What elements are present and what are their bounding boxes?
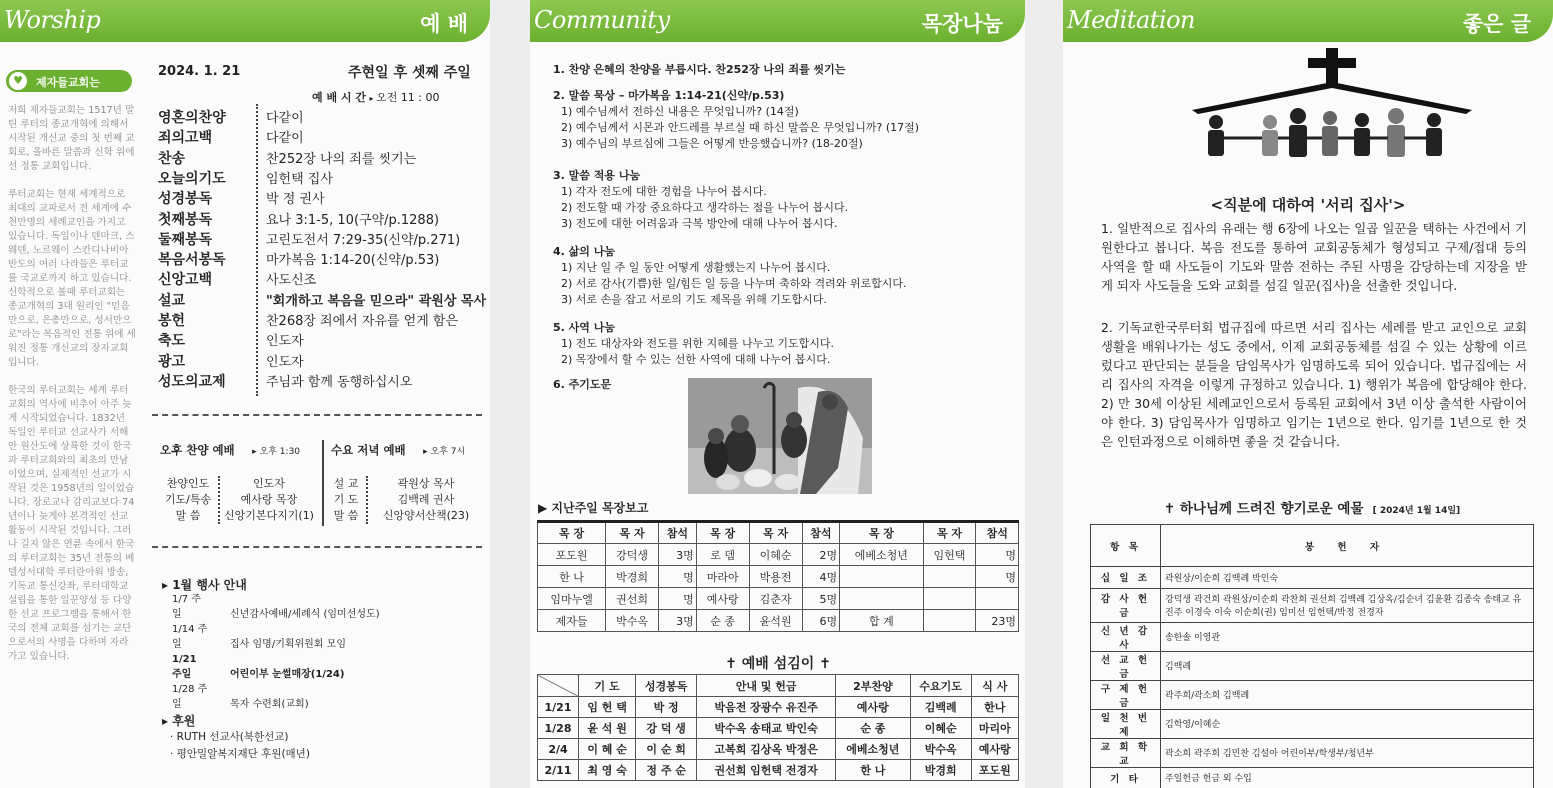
event-desc: 어린이부 눈썰매장(1/24) <box>230 669 345 680</box>
offering-row <box>1091 622 1534 651</box>
report-header-cell: 목 장 <box>538 522 606 544</box>
order-label: 성도의교제 <box>158 373 226 390</box>
service-time-value: 오전 11 : 00 <box>376 91 440 104</box>
section-item: 1) 전도 대상자와 전도를 위한 지혜를 나누고 기도합시다. <box>561 337 835 350</box>
service-date: 2024. 1. 21 <box>158 64 241 79</box>
serve-cell: 한나 <box>971 697 1018 718</box>
dotted-divider <box>218 476 220 524</box>
offering-heading <box>1090 497 1534 517</box>
serve-cell: 강 덕 생 <box>636 718 697 739</box>
header-korean: 목장나눔 <box>921 12 1003 36</box>
role-label: 말 씀 <box>333 509 359 522</box>
worship-header <box>0 0 490 42</box>
order-value: 주님과 함께 동행하십시오 <box>266 374 413 390</box>
events-heading: ▸ 1월 행사 안내 <box>162 578 247 592</box>
serve-cell: 김백례 <box>910 697 971 718</box>
report-cell: 4명 <box>802 566 840 588</box>
report-cell: 포도원 <box>538 544 606 566</box>
report-cell <box>923 566 976 588</box>
offering-header-cell: 봉 헌 자 <box>1161 525 1534 567</box>
order-label: 죄의고백 <box>158 130 213 147</box>
offering-category: 신 년 감 사 <box>1091 622 1161 651</box>
offering-names: 송한솔 이영관 <box>1161 622 1534 651</box>
section-title: 6. 주기도문 <box>553 378 612 391</box>
wednesday-roles <box>331 476 491 524</box>
order-value: 찬252장 나의 죄를 씻기는 <box>266 151 417 167</box>
serve-header-cell: 수요기도 <box>910 675 971 697</box>
report-header-cell: 목 자 <box>606 522 659 544</box>
report-cell: 에베소청년 <box>840 544 923 566</box>
report-header-row <box>538 522 1019 544</box>
serve-body <box>538 697 1019 781</box>
offering-category: 선 교 헌 금 <box>1091 651 1161 680</box>
report-cell: 이혜순 <box>749 544 802 566</box>
serve-header-cell: 성경봉독 <box>636 675 697 697</box>
meditation-title: <직분에 대하여 '서리 집사'> <box>1210 196 1406 214</box>
serve-cell: 이 순 희 <box>636 739 697 760</box>
event-date: 1/28 주일 <box>172 684 208 710</box>
report-cell: 권선희 <box>606 588 659 610</box>
order-value: 인도자 <box>266 354 304 370</box>
event-desc: 집사 임명/기획위원회 모임 <box>230 639 346 650</box>
meditation-paragraph: 1. 일반적으로 집사의 유래는 행 6장에 나오는 일곱 일꾼을 택하는 사건에서 기원한다고 봅니다. 복음 전도를 통하여 교회공동체가 형성되고 구제/접대 등의 사역을 할 때 사도들이 기도와 말씀 전하는 주된 사명을 감당하는데 지장을 받게 되자 사도들을 도와 교회를 섬길 일꾼(집사)을 선출한 것입니다. <box>1101 221 1527 293</box>
role-label: 말 씀 <box>175 509 201 522</box>
order-label: 둘째봉독 <box>158 231 213 248</box>
serve-cell: 예사랑 <box>971 739 1018 760</box>
serve-row <box>538 760 1019 781</box>
report-cell: 박수옥 <box>606 610 659 632</box>
report-row <box>538 566 1019 588</box>
order-value: 고린도전서 7:29-35(신약/p.271) <box>266 232 461 248</box>
offering-row <box>1091 567 1534 589</box>
community-header <box>530 0 1025 42</box>
report-row <box>538 544 1019 566</box>
support-title: 후원 <box>172 714 196 728</box>
serve-cell: 한 나 <box>836 760 911 781</box>
section-title: 2. 말씀 묵상 – 마가복음 1:14-21(신약/p.53) <box>553 89 785 102</box>
report-header-cell: 목 자 <box>749 522 802 544</box>
role-value: 곽원상 목사 <box>397 477 455 490</box>
intro-paragraph: 저희 제자들교회는 1517년 말틴 루터의 종교개혁에 의해서 시작된 개신교 중의 첫 번째 교회로, 올바른 말씀과 신학 위에 선 정통 교회입니다. <box>8 105 135 172</box>
header-english: Community <box>534 6 670 34</box>
report-cell: 합 계 <box>840 610 923 632</box>
section-item: 2) 예수님께서 시몬과 안드레를 부르실 때 하신 말씀은 무엇입니까? (17절) <box>561 121 920 134</box>
afternoon-service <box>160 442 300 460</box>
order-value: "회개하고 복음을 믿으라" 곽원상 목사 <box>266 293 487 309</box>
order-value: 요나 3:1-5, 10(구약/p.1288) <box>266 212 440 228</box>
section-4 <box>553 244 906 308</box>
offering-row <box>1091 588 1534 622</box>
report-cell: 윤석원 <box>749 610 802 632</box>
service-time <box>312 89 440 105</box>
serve-cell: 박경희 <box>910 760 971 781</box>
offering-row <box>1091 651 1534 680</box>
report-cell: 제자들 <box>538 610 606 632</box>
report-cell: 임헌택 <box>923 544 976 566</box>
report-cell: 김춘자 <box>749 588 802 610</box>
section-item: 2) 서로 감사(기쁨)한 일/힘든 일 등을 나누며 축하와 격려와 위로합시다. <box>561 277 907 290</box>
order-label: 찬송 <box>158 150 186 167</box>
serve-header-cell: 기 도 <box>579 675 636 697</box>
church-badge <box>6 70 132 92</box>
cross-icon: ✝ <box>1163 501 1180 517</box>
church-badge-label: 제자들교회는 <box>36 76 100 89</box>
serve-cell: 박 정 <box>636 697 697 718</box>
report-cell: 5명 <box>802 588 840 610</box>
order-label: 오늘의기도 <box>158 170 226 187</box>
event-row <box>160 652 380 682</box>
serve-cell: 1/21 <box>538 697 579 718</box>
order-label: 첫째봉독 <box>158 211 213 228</box>
offering-names: 강덕생 곽건희 곽원상/이순희 곽찬희 권선희 김백례 김상옥/김순녀 김윤환 김종숙 송태교 유진주 이경숙 이숙 이순희(권) 임미선 임헌택/박정 전경자 <box>1161 588 1534 622</box>
section-item: 1) 각자 전도에 대한 경험을 나누어 봅시다. <box>561 185 767 198</box>
serve-cell: 박수옥 <box>910 739 971 760</box>
order-label: 광고 <box>158 353 186 370</box>
header-english: Worship <box>4 6 101 34</box>
report-header-cell: 목 장 <box>840 522 923 544</box>
column-divider <box>322 440 324 526</box>
offering-names: 김백례 <box>1161 651 1534 680</box>
wednesday-time: ▸ 오후 7시 <box>423 447 466 457</box>
offering-category: 기 타 <box>1091 767 1161 788</box>
report-row <box>538 610 1019 632</box>
event-desc: 목자 수련회(교회) <box>230 699 309 710</box>
wednesday-title: 수요 저녁 예배 <box>331 443 406 457</box>
serve-cell: 2/4 <box>538 739 579 760</box>
serve-cell: 권선희 임헌택 전경자 <box>697 760 836 781</box>
service-time-label: 예 배 시 간 <box>312 91 366 104</box>
order-label: 성경봉독 <box>158 191 213 208</box>
serve-header-cell: 2부찬양 <box>836 675 911 697</box>
role-value: 신앙양서산책(23) <box>382 509 470 522</box>
serve-cell: 에베소청년 <box>836 739 911 760</box>
meditation-paragraph: 2. 기독교한국루터회 법규집에 따르면 서리 집사는 세례를 받고 교인으로 교회 생활을 배워나가는 성도 중에서, 이제 교회공동체를 섬길 수 있는 상황에 이르렀다고 판단되는 분들을 담임목사가 임명하도록 되어 있습니다. 법규집에는 서리 집사의 자격을 이렇게 규정하고 있습니다. 1) 행위가 복음에 합당해야 한다. 2) 만 30세 이상된 세례교인으로서 등록된 교회에서 3년 이상 출석한 사람이어야 한다. 3) 담임목사가 임명하고 임기는 1년으로 한다. 임기를 1년으로 한 것은 인턴과정으로 이해하면 좋을 것 같습니다. <box>1101 320 1527 449</box>
serve-header-cell <box>538 675 579 697</box>
event-row <box>160 622 380 652</box>
report-cell: 강덕생 <box>606 544 659 566</box>
role-value: 김백례 권사 <box>397 493 455 506</box>
section-text: 은혜의 찬양을 부릅시다. 찬252장 나의 죄를 씻기는 <box>593 63 846 76</box>
serve-cell: 포도원 <box>971 760 1018 781</box>
report-cell: 명 <box>659 588 697 610</box>
order-label: 복음서봉독 <box>158 252 226 269</box>
dashed-divider <box>152 546 482 548</box>
order-divider <box>256 104 258 396</box>
offering-category: 감 사 헌 금 <box>1091 588 1161 622</box>
arrow-icon: ▸ <box>369 94 377 103</box>
wednesday-service <box>331 442 465 460</box>
serve-cell: 최 영 숙 <box>579 760 636 781</box>
role-label: 설 교 <box>333 477 359 490</box>
order-value: 박 정 권사 <box>266 192 325 208</box>
report-table <box>537 520 1019 632</box>
section-title: 1. 찬양 <box>553 63 590 76</box>
offering-date: [ 2024년 1월 14일] <box>1372 506 1461 516</box>
report-cell <box>840 566 923 588</box>
dashed-divider <box>152 414 482 416</box>
church-intro <box>8 104 136 678</box>
order-value: 임헌택 집사 <box>266 171 333 187</box>
intro-paragraph: 한국의 루터교회는 세계 루터 교회의 역사에 비추어 아주 늦게 시작되었습니다. 1832년 독일인 루터교 선교사가 서해안 원산도에 상륙한 것이 한국과 루터교회와의 최초의 만남이었으며, 실제적인 선교가 시작된 것은 1958년의 일이었습니다. 장로교나 감리교보다 74년이나 늦게야 본격적인 선교 활동이 시작된 것입니다. 그러나 길지 않은 연륜 속에서 한국의 루터교회는 35년 전통의 베델성서대학 루터란아워 방송, 기독교 통신강좌, 루터대학교 설립을 통한 일꾼양성 등 다양한 선교 프로그램을 통해서 한국의 전체 교회를 섬기는 교단으로서의 사명을 다하며 자라가고 있습니다. <box>8 385 135 662</box>
serve-row <box>538 718 1019 739</box>
serve-row <box>538 697 1019 718</box>
role-label: 기도/특송 <box>164 493 212 506</box>
offering-names: 곽주희/곽소희 김백례 <box>1161 680 1534 709</box>
header-korean: 좋은 글 <box>1462 12 1531 36</box>
serve-cell: 임 헌 택 <box>579 697 636 718</box>
section-3 <box>553 168 848 232</box>
shepherd-illustration <box>688 378 872 494</box>
support-list <box>170 729 310 763</box>
offering-row <box>1091 738 1534 767</box>
header-english: Meditation <box>1067 6 1195 34</box>
order-label: 설교 <box>158 292 186 309</box>
report-cell: 예사랑 <box>696 588 749 610</box>
event-row <box>160 592 380 622</box>
section-item: 3) 예수님의 부르심에 그들은 어떻게 반응했습니까? (18-20절) <box>561 137 863 150</box>
serve-cell: 1/28 <box>538 718 579 739</box>
report-header-cell: 목 장 <box>696 522 749 544</box>
report-header-cell: 참석 <box>659 522 697 544</box>
report-cell: 순 종 <box>696 610 749 632</box>
serve-header-row <box>538 675 1019 697</box>
offering-body <box>1091 567 1534 788</box>
report-body <box>538 544 1019 632</box>
event-date: 1/21 주일 <box>172 654 197 680</box>
serve-cell: 마리아 <box>971 718 1018 739</box>
church-family-illustration <box>1186 46 1476 162</box>
offering-header-cell: 항 목 <box>1091 525 1161 567</box>
afternoon-time: ▸ 오후 1:30 <box>252 447 301 457</box>
section-title: 5. 사역 나눔 <box>553 321 615 334</box>
meditation-header <box>1063 0 1553 42</box>
order-label: 영혼의찬양 <box>158 110 226 126</box>
support-heading: ▸ 후원 <box>162 714 196 728</box>
offering-row <box>1091 767 1534 788</box>
section-5 <box>553 320 834 368</box>
offering-table <box>1090 524 1534 788</box>
section-6 <box>553 377 611 393</box>
offering-names: 곽소희 곽주희 김민찬 김설아 어린이부/학생부/청년부 <box>1161 738 1534 767</box>
page-gap <box>490 0 530 788</box>
report-header-cell: 참석 <box>802 522 840 544</box>
order-label: 봉헌 <box>158 313 186 329</box>
report-cell <box>923 588 976 610</box>
order-value: 다같이 <box>266 131 304 147</box>
serve-header-cell: 식 사 <box>971 675 1018 697</box>
section-item: 3) 전도에 대한 어려움과 극복 방안에 대해 나누어 봅시다. <box>561 217 838 230</box>
report-cell: 한 나 <box>538 566 606 588</box>
serve-title: 예배 섬김이 <box>741 656 815 672</box>
report-cell: 명 <box>976 544 1019 566</box>
support-item: · 평안밀알복지재단 후원(매년) <box>170 748 310 760</box>
support-item: · RUTH 선교사(북한선교) <box>170 731 289 743</box>
order-label: 축도 <box>158 333 186 350</box>
role-label: 찬양인도 <box>166 477 210 490</box>
offering-names: 김학영/이혜순 <box>1161 709 1534 738</box>
offering-title: 하나님께 드려진 향기로운 예물 <box>1179 501 1364 517</box>
afternoon-time-value: 오후 1:30 <box>259 447 301 457</box>
section-title: 3. 말씀 적용 나눔 <box>553 169 641 182</box>
report-cell: 로 뎀 <box>696 544 749 566</box>
order-value: 찬268장 죄에서 자유를 얻게 함은 <box>266 314 459 329</box>
report-cell: 23명 <box>976 610 1019 632</box>
serve-cell: 순 종 <box>836 718 911 739</box>
report-cell: 3명 <box>659 544 697 566</box>
section-item: 2) 목장에서 할 수 있는 선한 사역에 대해 나누어 봅시다. <box>561 353 831 366</box>
afternoon-roles <box>163 476 325 524</box>
serve-cell: 박수옥 송태교 박인숙 <box>697 718 836 739</box>
section-item: 2) 전도할 때 가장 중요하다고 생각하는 점을 나누어 봅시다. <box>561 201 849 214</box>
serve-cell: 윤 석 원 <box>579 718 636 739</box>
order-value: 다같이 <box>266 111 304 126</box>
section-2 <box>553 88 919 152</box>
event-date: 1/14 주일 <box>172 624 208 650</box>
report-cell: 명 <box>659 566 697 588</box>
report-cell <box>976 588 1019 610</box>
report-cell <box>923 610 976 632</box>
offering-names: 곽원상/이순희 김백례 박인숙 <box>1161 567 1534 589</box>
report-title: 지난주일 목장보고 <box>551 501 649 515</box>
role-value: 신앙기본다지기(1) <box>224 509 314 522</box>
report-cell: 마라아 <box>696 566 749 588</box>
serve-heading: ✝ 예배 섬김이 ✝ <box>725 656 831 672</box>
report-cell: 박용전 <box>749 566 802 588</box>
report-cell: 2명 <box>802 544 840 566</box>
header-korean: 예 배 <box>420 12 468 36</box>
serve-cell: 정 주 순 <box>636 760 697 781</box>
order-value: 인도자 <box>266 334 304 350</box>
order-label: 신앙고백 <box>158 272 213 289</box>
serve-table <box>537 674 1019 781</box>
section-1 <box>553 62 845 78</box>
serve-cell: 예사랑 <box>836 697 911 718</box>
serve-cell: 고복희 김상옥 박정은 <box>697 739 836 760</box>
events-list <box>160 592 380 712</box>
offering-category: 교 회 학 교 <box>1091 738 1161 767</box>
role-value: 예사랑 목장 <box>240 493 298 506</box>
offering-header-row <box>1091 525 1534 567</box>
section-title: 4. 삶의 나눔 <box>553 245 615 258</box>
serve-cell: 이혜순 <box>910 718 971 739</box>
offering-row <box>1091 709 1534 738</box>
serve-cell: 2/11 <box>538 760 579 781</box>
report-cell: 6명 <box>802 610 840 632</box>
serve-cell: 이 혜 순 <box>579 739 636 760</box>
report-cell: 3명 <box>659 610 697 632</box>
serve-header-cell: 안내 및 헌금 <box>697 675 836 697</box>
event-row <box>160 682 380 712</box>
report-cell: 명 <box>976 566 1019 588</box>
wednesday-time-value: 오후 7시 <box>430 447 466 457</box>
order-value: 마가복음 1:14-20(신약/p.53) <box>266 253 440 269</box>
offering-row <box>1091 680 1534 709</box>
report-heading: ▶ 지난주일 목장보고 <box>538 501 649 515</box>
report-cell <box>840 588 923 610</box>
offering-category: 일 천 번 제 <box>1091 709 1161 738</box>
event-date: 1/7 주일 <box>172 594 201 620</box>
role-label: 기 도 <box>333 493 359 506</box>
event-desc: 신년감사예배/세례식 (임미선성도) <box>230 609 380 620</box>
report-header-cell: 목 자 <box>923 522 976 544</box>
section-item: 1) 예수님께서 전하신 내용은 무엇입니까? (14절) <box>561 105 799 118</box>
events-title: 1월 행사 안내 <box>172 578 247 592</box>
report-row <box>538 588 1019 610</box>
section-item: 3) 서로 손을 잡고 서로의 기도 제목을 위해 기도합시다. <box>561 293 827 306</box>
heart-icon: ♥ <box>9 72 27 90</box>
offering-names: 주일헌금 헌금 외 수입 <box>1161 767 1534 788</box>
offering-category: 구 제 헌 금 <box>1091 680 1161 709</box>
sunday-title: 주현일 후 셋째 주일 <box>348 65 471 81</box>
report-cell: 박경희 <box>606 566 659 588</box>
role-value: 인도자 <box>253 477 285 490</box>
order-value: 사도신조 <box>266 273 317 289</box>
page-gap <box>1025 0 1063 788</box>
serve-row <box>538 739 1019 760</box>
intro-paragraph: 루터교회는 현재 세계적으로 최대의 교파로서 전 세계에 수천만명의 세례교인을 가지고 있습니다. 독일이나 덴마크, 스웨덴, 노르웨이 스칸디나비아반도의 여러 나라들은 루터교를 국교로까지 하고 있습니다. 신학적으로 볼때 루터교회는 종교개혁의 3대 원리인 "믿음만으로, 은총만으로, 성서만으로"라는 복음적인 전통 위에 세워진 정통 개신교의 장자교회입니다. <box>8 189 136 368</box>
dotted-divider <box>366 476 368 524</box>
report-header-cell: 참석 <box>976 522 1019 544</box>
report-cell: 임마누엘 <box>538 588 606 610</box>
serve-cell: 박음전 장광수 유진주 <box>697 697 836 718</box>
afternoon-title: 오후 찬양 예배 <box>160 443 235 457</box>
section-item: 1) 지난 일 주 일 동안 어떻게 생활했는지 나누어 봅시다. <box>561 261 831 274</box>
offering-category: 십 일 조 <box>1091 567 1161 589</box>
